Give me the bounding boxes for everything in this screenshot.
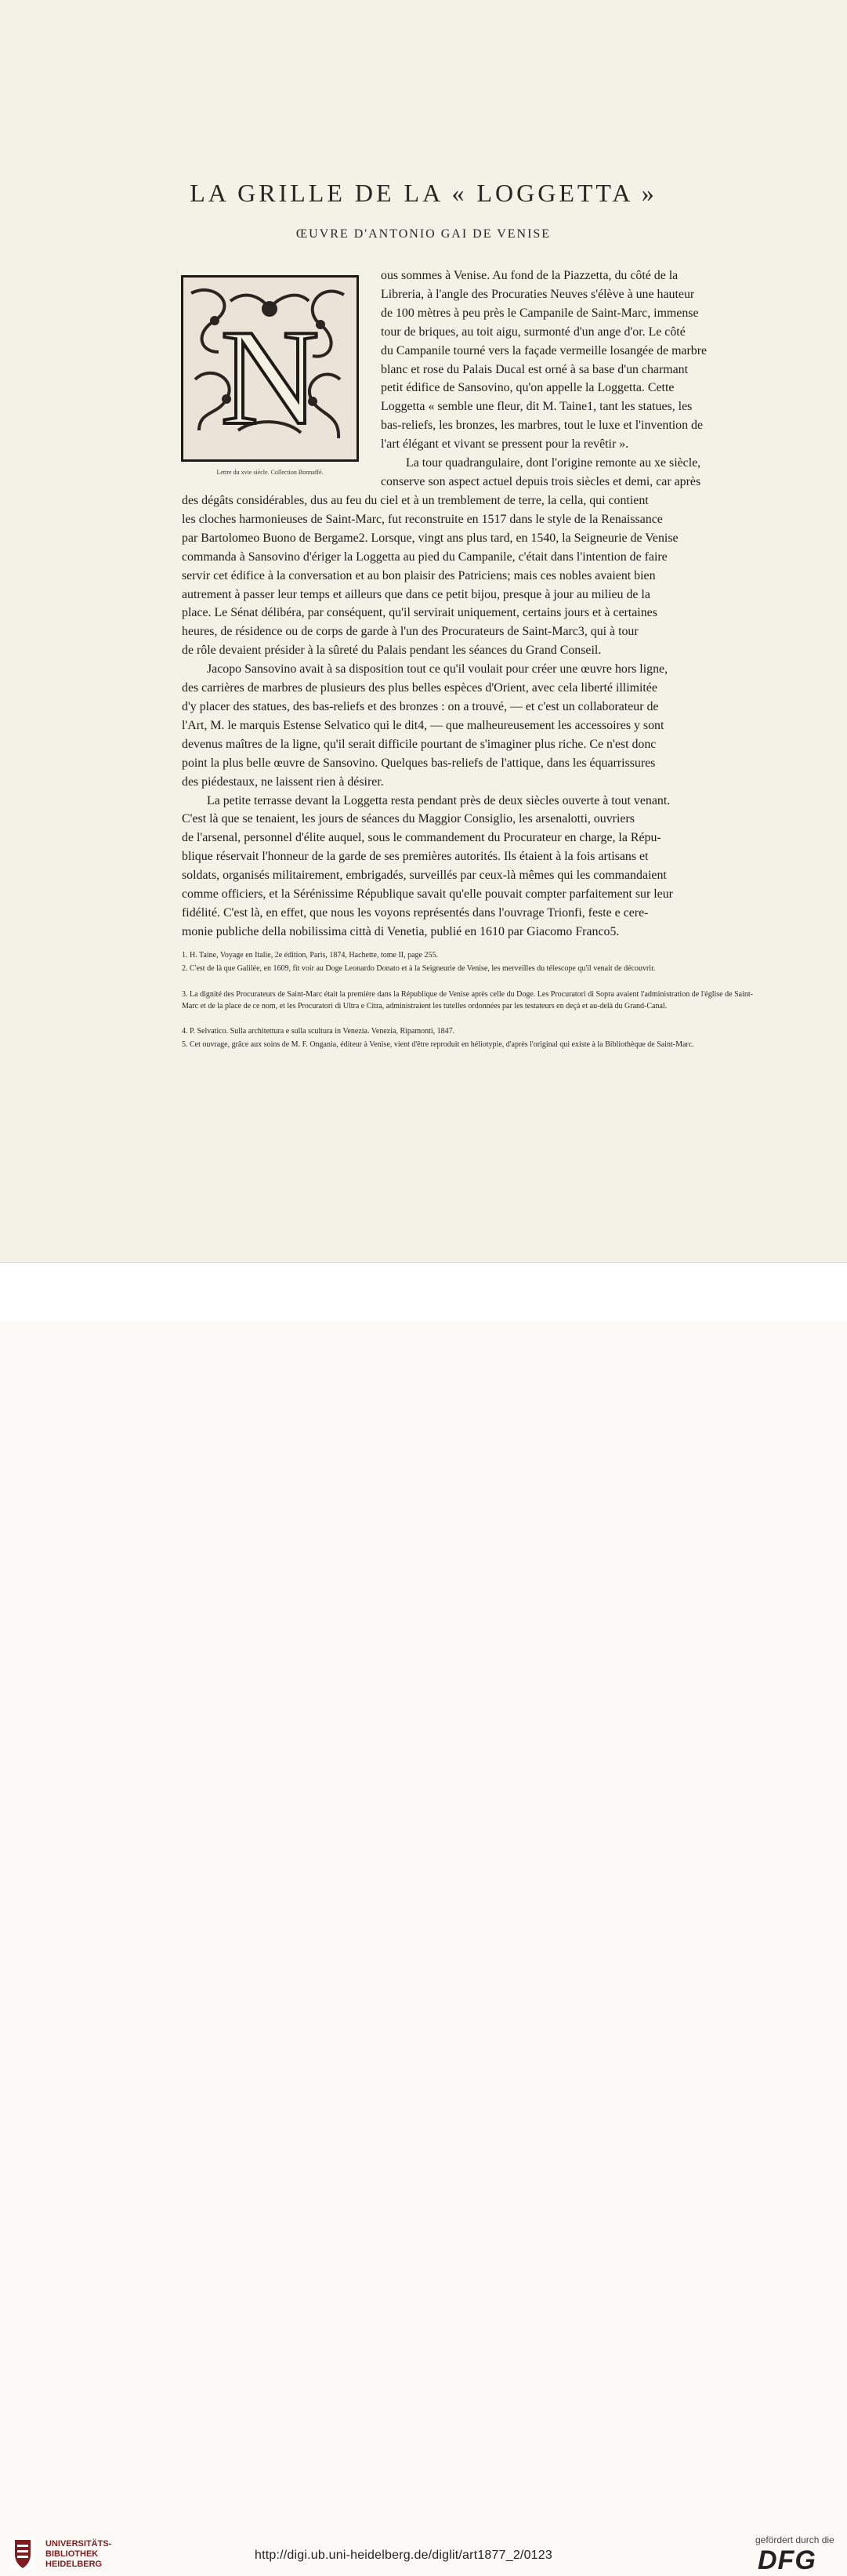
text-line: ous sommes à Venise. Au fond de la Piazzetta, du côté de la <box>381 269 679 282</box>
text-line: tour de briques, au toit aigu, surmonté d'un ange d'or. Le côté <box>381 325 686 339</box>
document-url-link[interactable]: http://digi.ub.uni-heidelberg.de/diglit/art1877_2/0123 <box>255 2549 552 2562</box>
library-name: UNIVERSITÄTS- BIBLIOTHEK HEIDELBERG <box>45 2539 112 2569</box>
text-line: soldats, organisés militairement, embrigadés, surveillés par ceux-là mêmes qui les commandaient <box>182 869 667 883</box>
text-line: C'est là que se tenaient, les jours de séances du Maggior Consiglio, les arsenalotti, ouvriers <box>182 812 635 826</box>
text-line: d'y placer des statues, des bas-reliefs et des bronzes : on a trouvé, — et c'est un collaborateur de <box>182 699 659 713</box>
text-line: Jacopo Sansovino avait à sa disposition tout ce qu'il voulait pour créer une œuvre hors ligne, <box>207 662 668 677</box>
text-line: fidélité. C'est là, en effet, que nous les voyons représentés dans l'ouvrage Trionfi, feste e cere- <box>182 905 649 920</box>
decorated-initial <box>181 275 359 462</box>
funding-label: gefördert durch die <box>755 2534 834 2545</box>
text-line: comme officiers, et la Sérénissime République savait qu'elle pouvait compter parfaitement sur leur <box>182 887 673 902</box>
footnote-5: 5. Cet ouvrage, grâce aux soins de M. F. Ongania, éditeur à Venise, vient d'être reproduit en héliotypie, d'après l'original qui existe à la Bibliothèque de Saint-Marc. <box>182 1040 694 1049</box>
footnote-2: 2. C'est de là que Galilée, en 1609, fit voir au Doge Leonardo Donato et à la Seigneurie de Venise, les merveilles du télescope qu'il venait de découvrir. <box>182 964 656 973</box>
text-line: bas-reliefs, les bronzes, les marbres, tout le luxe et l'invention de <box>381 419 704 433</box>
text-line: des piédestaux, ne laissent rien à désirer. <box>182 775 384 789</box>
viewer-footer <box>0 1262 847 2575</box>
text-line: blanc et rose du Palais Ducal est orné à sa base d'un charmant <box>381 362 689 376</box>
text-line: La tour quadrangulaire, dont l'origine remonte au xe siècle, <box>406 456 701 470</box>
text-line: blique réservait l'honneur de la garde de ses premières autorités. Ils étaient à la fois artisans et <box>182 850 649 864</box>
text-line: conserve son aspect actuel depuis trois siècles et demi, car après <box>381 474 701 488</box>
initial-letter: N <box>220 301 320 453</box>
text-line: heures, de résidence ou de corps de garde à l'un des Procurateurs de Saint-Marc3, qui à tour <box>182 625 639 639</box>
body-text-full <box>182 492 753 942</box>
footnote-3: 3. La dignité des Procurateurs de Saint-Marc était la première dans la République de Venise après celle du Doge. Les Procuratori di Sopra avaient l'administration de l'église de Saint-Marc et de la place de ce nom, et les Procuratori di Ultra e Citra, administraient les tutelles ordonnées par les testateurs en deçà et au-delà du Grand-Canal. <box>182 990 753 1010</box>
text-line: devenus maîtres de la ligne, qu'il serait difficile pourtant de s'imaginer plus riche. Ce n'est donc <box>182 737 657 751</box>
text-line: des dégâts considérables, dus au feu du ciel et à un tremblement de terre, la cella, qui contient <box>182 494 649 507</box>
ornament-initial-icon <box>183 278 357 459</box>
text-line: Loggetta « semble une fleur, dit M. Taine1, tant les statues, les <box>381 400 693 414</box>
scanned-page <box>0 0 847 1262</box>
text-line: les cloches harmonieuses de Saint-Marc, fut reconstruite en 1517 dans le style de la Renaissance <box>182 512 663 526</box>
dfg-logo: DFG <box>758 2545 816 2575</box>
footnote-4: 4. P. Selvatico. Sulla architettura e sulla scultura in Venezia. Venezia, Ripamonti, 1847. <box>182 1027 455 1036</box>
text-line: petit édifice de Sansovino, qu'on appelle la Loggetta. Cette <box>381 381 675 395</box>
text-line: autrement à passer leur temps et ailleurs que dans ce petit bijou, presque à jour au milieu de la <box>182 587 650 601</box>
text-line: du Campanile tourné vers la façade vermeille losangée de marbre <box>381 343 708 357</box>
text-line: servir cet édifice à la conversation et au bon plaisir des Patriciens; mais ces nobles avaient bien <box>182 568 656 582</box>
article-title: LA GRILLE DE LA « LOGGETTA » <box>190 179 657 207</box>
text-line: par Bartolomeo Buono de Bergame2. Lorsque, vingt ans plus tard, en 1540, la Seigneurie de Venise <box>182 531 679 545</box>
text-line: place. Le Sénat délibéra, par conséquent, qu'il servirait uniquement, certains jours et à certaines <box>182 606 657 620</box>
text-line: La petite terrasse devant la Loggetta resta pendant près de deux siècles ouverte à tout venant. <box>207 793 671 807</box>
text-line: l'art élégant et vivant se pressent pour la revêtir ». <box>381 437 629 452</box>
article-subtitle: ŒUVRE D'ANTONIO GAI DE VENISE <box>295 227 552 241</box>
heidelberg-library-logo-icon <box>11 2537 34 2570</box>
text-line: de l'arsenal, personnel d'élite auquel, sous le commandement du Procurateur en charge, la Répu- <box>182 831 661 845</box>
initial-caption: Lettre du xvie siècle. Collection Bonnaffé. <box>216 469 324 476</box>
text-line: commanda à Sansovino d'ériger la Loggetta au pied du Campanile, c'était dans l'intention de faire <box>182 550 668 564</box>
text-line: l'Art, M. le marquis Estense Selvatico qui le dit4, — que malheureusement les accessoires y sont <box>182 718 664 732</box>
text-line: Libreria, à l'angle des Procuraties Neuves s'élève à une hauteur <box>381 287 695 301</box>
text-line: de 100 mètres à peu près le Campanile de Saint-Marc, immense <box>381 306 699 320</box>
text-line: des carrières de marbres de plusieurs des plus belles espèces d'Orient, avec cela liberté illimitée <box>182 681 657 695</box>
body-text-right <box>381 267 753 492</box>
footnote-1: 1. H. Taine, Voyage en Italie, 2e édition, Paris, 1874, Hachette, tome II, page 255. <box>182 951 438 960</box>
text-line: point la plus belle œuvre de Sansovino. Quelques bas-reliefs de l'attique, dans les équarrissures <box>182 756 656 770</box>
text-line: monie publiche della nobilissima città di Venetia, publié en 1610 par Giacomo Franco5. <box>182 924 620 938</box>
text-line: de rôle devaient présider à la sûreté du Palais pendant les séances du Grand Conseil. <box>182 644 602 658</box>
